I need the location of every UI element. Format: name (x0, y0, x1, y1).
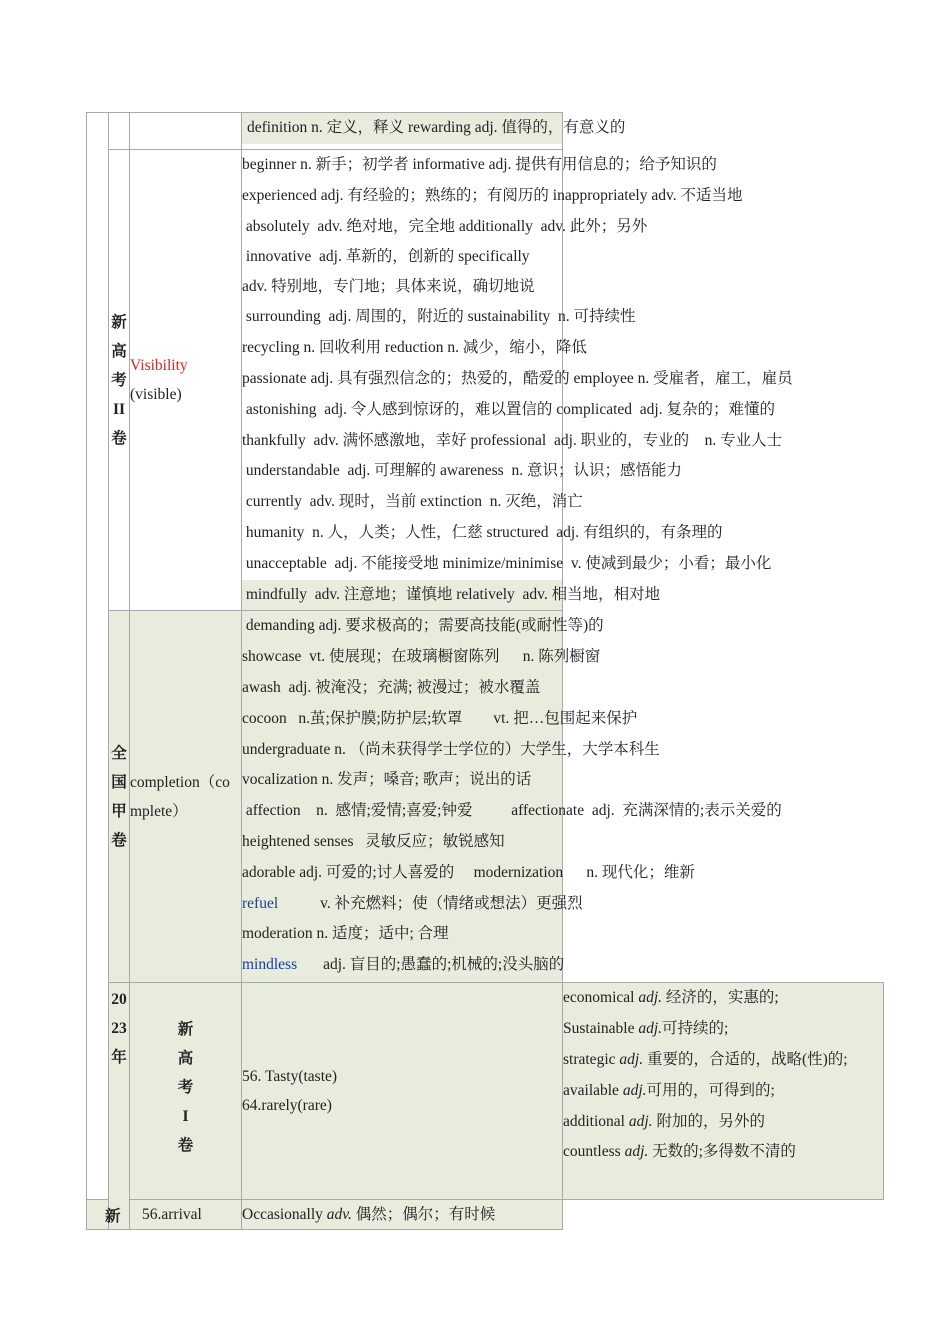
part-of-speech: adj. (622, 1081, 647, 1099)
table-row (87, 983, 884, 1200)
vocab-line (242, 889, 583, 920)
vocab-line (563, 1045, 883, 1076)
definition: 重要的，合适的，战略(性)的; (643, 1050, 848, 1068)
target-word-cont: mplete） (130, 802, 188, 820)
vocab-line: unacceptable adj. 不能接受地 minimize/minimise v. 使减到最少；小看；最小化 (242, 554, 772, 572)
word: countless (563, 1143, 625, 1161)
exam-char: 新 (111, 313, 127, 331)
table-row (87, 113, 884, 150)
year-cell (87, 113, 109, 1200)
exam-char: 新 (177, 1021, 194, 1039)
definition: adj. 盲目的;愚蠢的;机械的;没头脑的 (323, 956, 565, 974)
vocab-cell (242, 1200, 563, 1230)
target-word: 56. Tasty(taste) (242, 1068, 338, 1086)
word: economical (563, 989, 639, 1007)
vocab-line (242, 950, 565, 981)
exam-char: II (112, 400, 126, 418)
vocab-line (563, 1076, 883, 1107)
vocab-line (242, 1201, 562, 1229)
vocab-line: experienced adj. 有经验的；熟练的；有阅历的 inappropriately adv. 不适当地 (242, 186, 743, 204)
vocab-line: thankfully adv. 满怀感激地，幸好 professional adj. 职业的，专业的 n. 专业人士 (242, 431, 783, 449)
word-cell (242, 983, 563, 1200)
exam-char: 国 (111, 773, 127, 791)
word-cell (130, 113, 242, 150)
exam-char: 高 (177, 1050, 194, 1068)
vocab-line: currently adv. 现时，当前 extinction n. 灭绝，消亡 (242, 493, 583, 511)
vocab-line: awash adj. 被淹没；充满; 被漫过；被水覆盖 (242, 678, 541, 696)
definition: 可用的，可得到的; (646, 1081, 775, 1099)
root-word: (visible) (130, 386, 182, 404)
target-word: 56.arrival (142, 1206, 202, 1224)
vocab-cell (242, 150, 793, 611)
exam-char: 全 (111, 744, 127, 762)
definition: v. 补充燃料；使（情绪或想法）更强烈 (320, 894, 583, 912)
vocab-line: definition n. 定义，释义 rewarding adj. 值得的，有意义的 (242, 113, 562, 144)
vocab-line: demanding adj. 要求极高的；需要高技能(或耐性等)的 (242, 617, 604, 635)
highlight-word: refuel (242, 894, 279, 912)
exam-char: 卷 (111, 429, 127, 447)
exam-char: 新 (105, 1207, 121, 1225)
exam-cell (109, 113, 130, 150)
word-cell (130, 611, 242, 983)
year-label (109, 983, 130, 1230)
year-char: 20 (111, 991, 127, 1009)
vocab-line: astonishing adj. 令人感到惊讶的，难以置信的 complicated adj. 复杂的；难懂的 (242, 400, 775, 418)
definition: 附加的，另外的 (652, 1112, 765, 1130)
exam-char: 卷 (111, 831, 127, 849)
vocab-line (563, 1107, 883, 1138)
part-of-speech: adv. (326, 1205, 352, 1223)
vocab-line: recycling n. 回收利用 reduction n. 减少，缩小，降低 (242, 339, 587, 357)
part-of-speech: adj. (619, 1050, 644, 1068)
word: Occasionally (242, 1205, 327, 1223)
vocab-line (563, 983, 883, 1014)
exam-char: I (182, 1108, 189, 1126)
vocab-line: beginner n. 新手；初学者 informative adj. 提供有用信息的；给予知识的 (242, 156, 717, 173)
word: strategic (563, 1050, 620, 1068)
vocab-cell (242, 113, 626, 150)
vocab-line: surrounding adj. 周围的，附近的 sustainability n. 可持续性 (242, 308, 636, 326)
vocab-line (563, 1014, 883, 1045)
target-word: 64.rarely(rare) (242, 1097, 332, 1115)
table-row (87, 1200, 884, 1230)
vocab-line: absolutely adv. 绝对地，完全地 additionally adv. 此外；另外 (242, 217, 648, 235)
word-cell (130, 150, 242, 611)
word-cell (130, 1200, 242, 1230)
vocab-line: vocalization n. 发声；嗓音; 歌声；说出的话 (242, 771, 532, 789)
definition: 偶然；偶尔；有时候 (351, 1205, 496, 1223)
year-char: 年 (111, 1049, 127, 1067)
exam-char: 考 (177, 1079, 194, 1097)
vocab-line: showcase vt. 使展现；在玻璃橱窗陈列 n. 陈列橱窗 (242, 648, 601, 666)
target-word: Visibility (130, 357, 188, 375)
exam-label (130, 983, 242, 1200)
exam-label (109, 611, 130, 983)
exam-char: 高 (111, 342, 127, 360)
table-row (87, 150, 884, 611)
definition: 经济的，实惠的; (662, 989, 779, 1007)
target-word: completion（co (130, 773, 230, 791)
word: Sustainable (563, 1020, 639, 1038)
word: available (563, 1081, 623, 1099)
part-of-speech: adj. (638, 989, 663, 1007)
exam-label (109, 150, 130, 611)
exam-label (87, 1200, 121, 1230)
vocab-line (563, 1137, 883, 1168)
definition: 可持续的; (662, 1020, 729, 1038)
highlight-word: mindless (242, 956, 298, 974)
vocab-line: innovative adj. 革新的，创新的 specifically adv. 特别地，专门地；具体来说，确切地说 (242, 248, 538, 296)
exam-char: 考 (111, 371, 127, 389)
definition: 无数的;多得数不清的 (648, 1143, 796, 1161)
year-char: 23 (111, 1020, 127, 1038)
vocab-line: moderation n. 适度；适中; 合理 (242, 925, 449, 943)
exam-char: 甲 (111, 802, 127, 820)
vocab-line: affection n. 感情;爱情;喜爱;钟爱 affectionate adj. 充满深情的;表示关爱的 (242, 802, 782, 820)
word: additional (563, 1112, 629, 1130)
vocab-line: adorable adj. 可爱的;讨人喜爱的 modernization n. 现代化；维新 (242, 863, 695, 881)
vocab-line: understandable adj. 可理解的 awareness n. 意识；认识；感悟能力 (242, 462, 682, 480)
part-of-speech: adj. (638, 1020, 663, 1038)
part-of-speech: adj. (628, 1112, 653, 1130)
vocab-line: heightened senses 灵敏反应；敏锐感知 (242, 832, 505, 850)
vocab-cell (563, 983, 884, 1200)
exam-char: 卷 (177, 1137, 194, 1155)
vocab-cell (242, 611, 782, 983)
vocab-line: passionate adj. 具有强烈信念的；热爱的，酷爱的 employee n. 受雇者，雇工，雇员 (242, 369, 793, 387)
table-row (87, 611, 884, 983)
vocab-line: cocoon n.茧;保护膜;防护层;软罩 vt. 把…包围起来保护 (242, 709, 638, 727)
vocabulary-table (86, 112, 884, 1230)
vocab-line: undergraduate n. （尚未获得学士学位的）大学生，大学本科生 (242, 740, 660, 758)
vocab-line: mindfully adv. 注意地；谨慎地 relatively adv. 相当地，相对地 (242, 580, 562, 611)
part-of-speech: adj. (624, 1143, 649, 1161)
vocab-line: humanity n. 人，人类；人性，仁慈 structured adj. 有组织的，有条理的 (242, 523, 723, 541)
